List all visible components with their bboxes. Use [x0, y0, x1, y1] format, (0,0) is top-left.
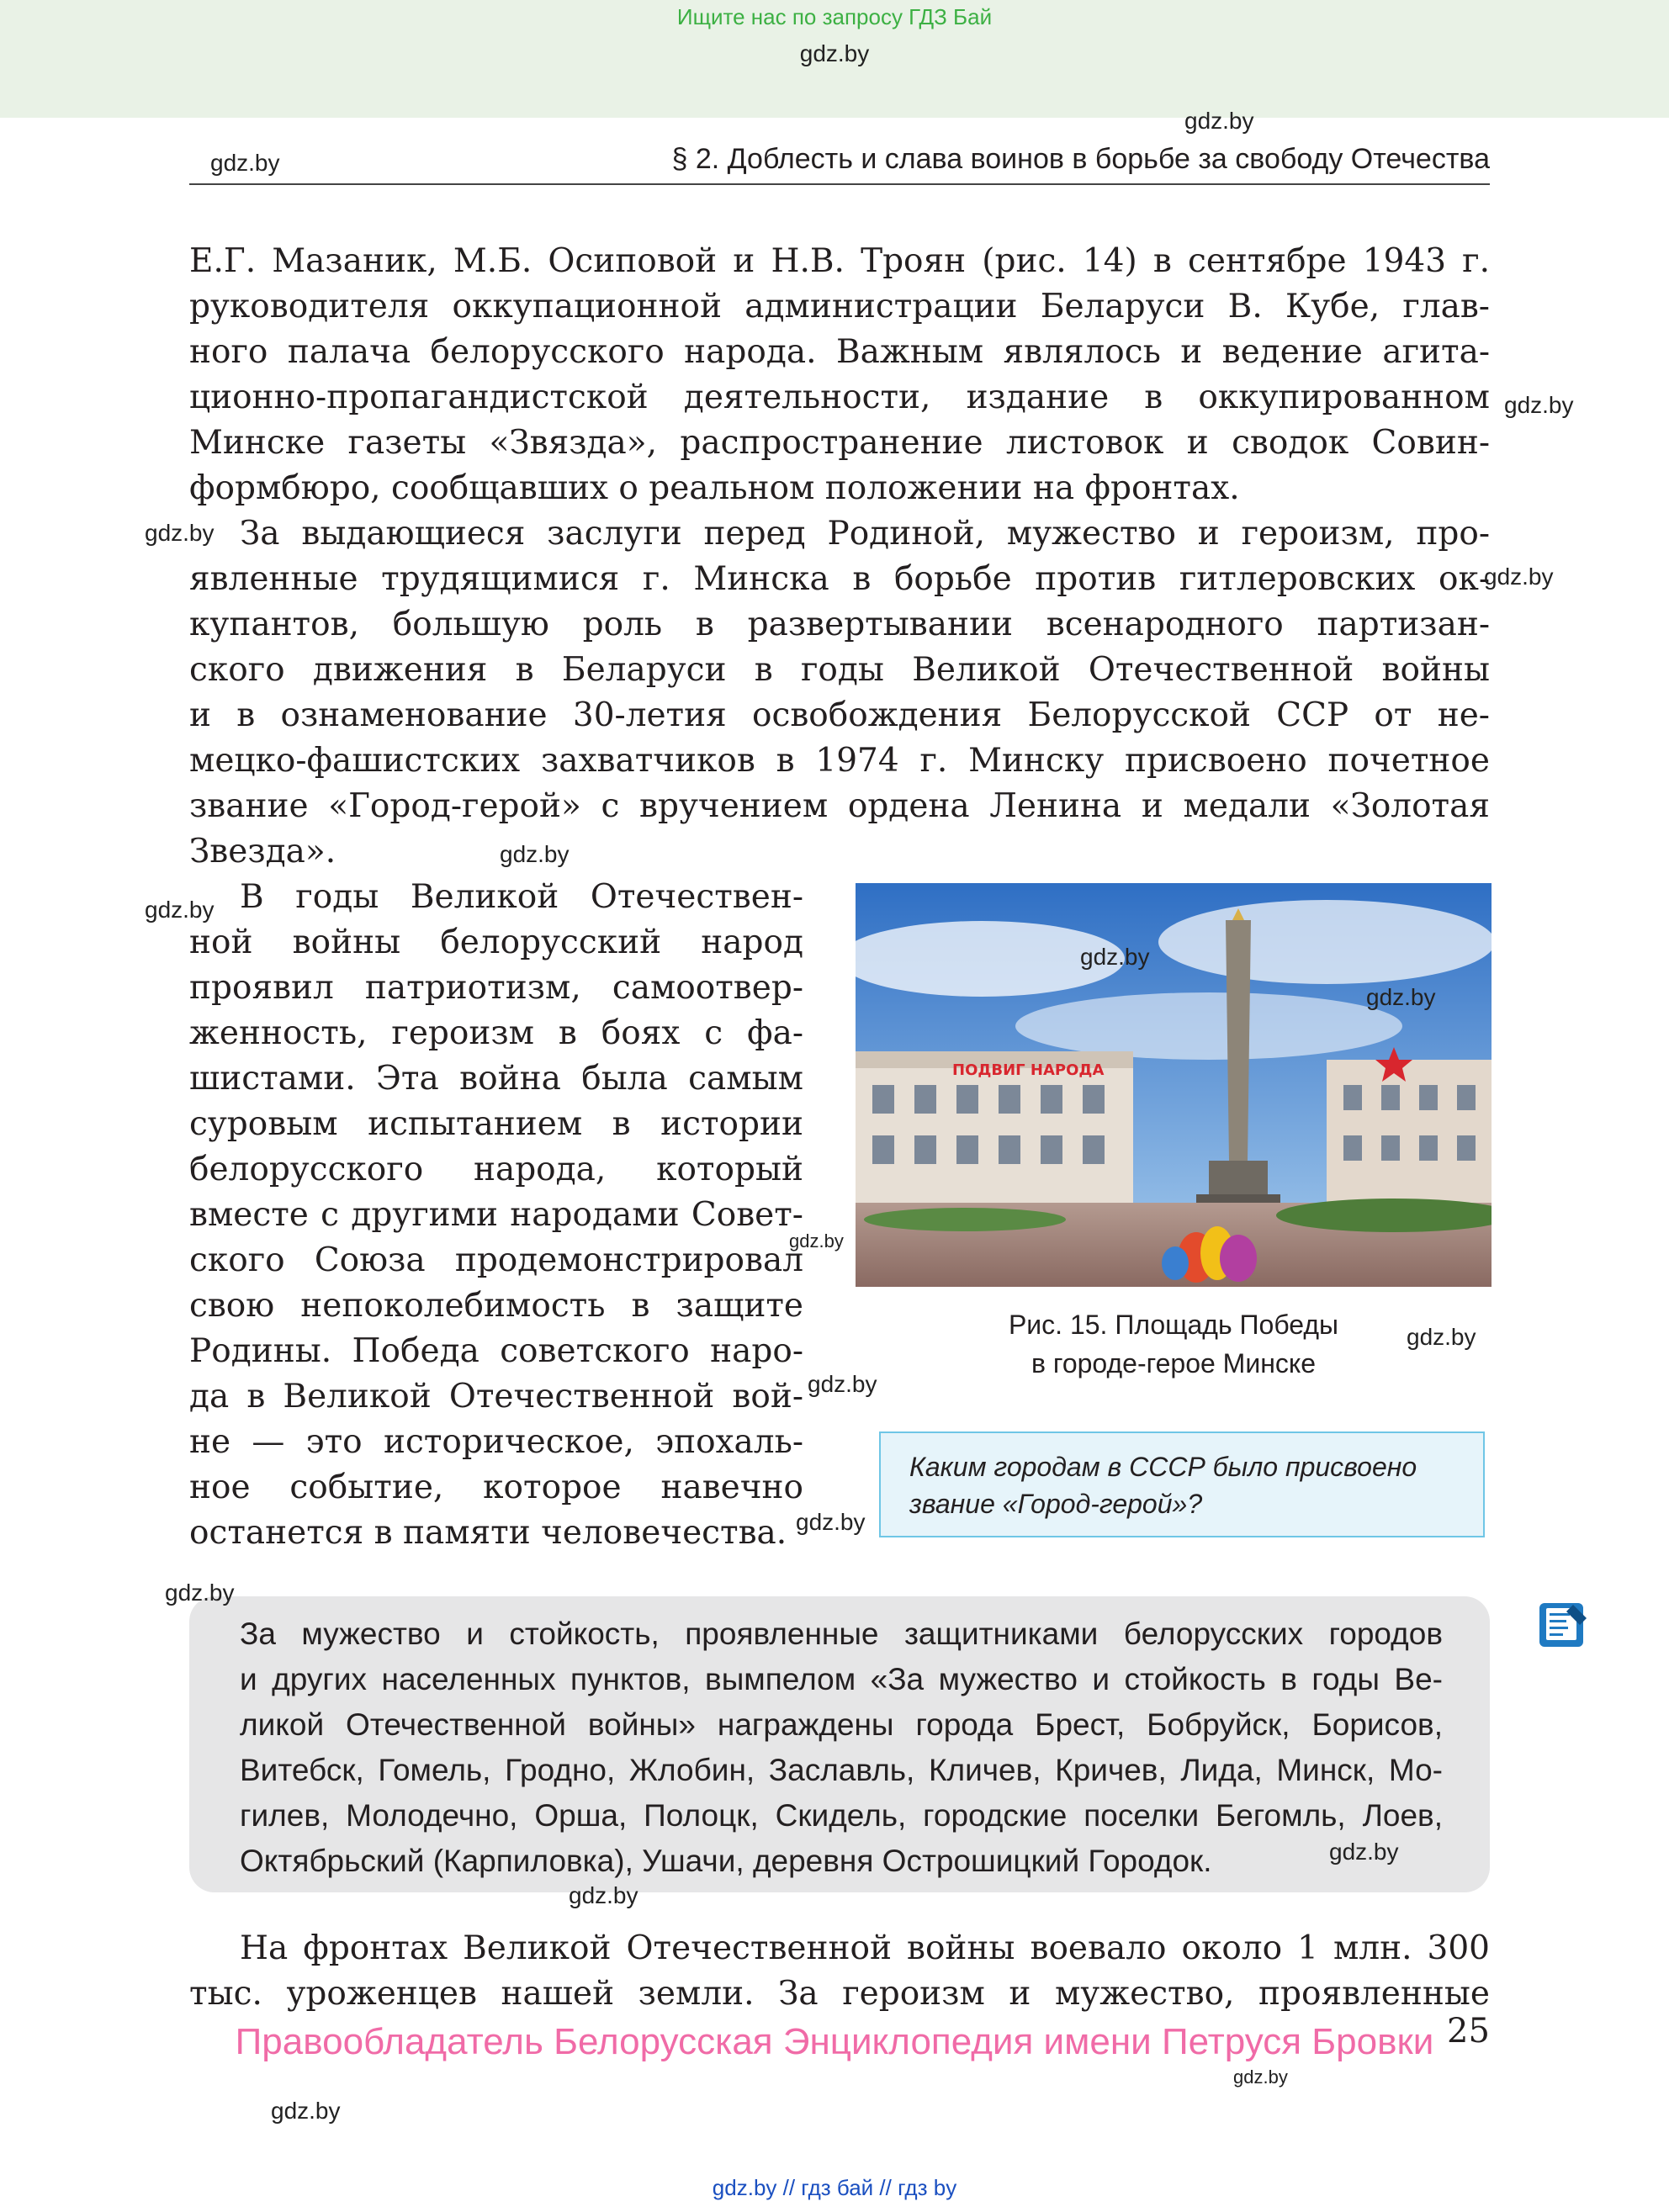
sign-lettering: ПОДВИГ НАРОДА [952, 1061, 1105, 1079]
text-line: За мужество и стойкость, проявленные защитниками белорусских городов [240, 1617, 1443, 1651]
text-line: проявил патриотизм, самоотвер- [189, 969, 803, 1007]
watermark: gdz.by [796, 1509, 866, 1535]
caption-line: в городе-герое Минске [1031, 1348, 1317, 1379]
footer-links[interactable]: gdz.by // гдз бай // гдз by [712, 2175, 957, 2200]
text-line: явленные трудящимися г. Минска в борьбе против гитлеровских ок- [189, 560, 1490, 598]
text-line: Минске газеты «Звязда», распространение листовок и сводок Совин- [189, 424, 1490, 462]
question-line: Каким городам в СССР было присвоено [909, 1452, 1417, 1482]
watermark: gdz.by [789, 1230, 844, 1252]
victory-square-photo [856, 883, 1492, 1287]
notebook-icon [1538, 1598, 1588, 1648]
text-line: и других населенных пунктов, вымпелом «За мужество и стойкость в годы Ве- [240, 1662, 1443, 1696]
paragraph-3 [189, 875, 803, 1556]
text-line: Октябрьский (Карпиловка), Ушачи, деревня Острошицкий Городок. [240, 1844, 1212, 1878]
banner-site-link[interactable]: gdz.by [799, 40, 870, 66]
watermark: gdz.by [1366, 984, 1436, 1010]
text-line: На фронтах Великой Отечественной войны воевало около 1 млн. 300 [240, 1929, 1490, 1967]
text-line: руководителя оккупационной администрации Беларуси В. Кубе, глав- [189, 288, 1490, 325]
text-line: да в Великой Отечественной вой- [189, 1378, 803, 1416]
text-line: и в ознаменование 30-летия освобождения Белорусской ССР от не- [189, 696, 1490, 734]
text-line: звание «Город-герой» с вручением ордена Ленина и медали «Золотая [189, 787, 1490, 825]
watermark: gdz.by [271, 2098, 341, 2124]
text-line: В годы Великой Отечествен- [240, 878, 803, 916]
watermark: gdz.by [165, 1580, 235, 1606]
figure-caption [856, 1305, 1492, 1383]
text-line: Звезда». [189, 833, 336, 871]
watermark: gdz.by [1329, 1839, 1399, 1865]
text-line: свою непоколебимость в защите [189, 1287, 803, 1325]
text-line: вместе с другими народами Совет- [189, 1196, 803, 1234]
text-line: купантов, большую роль в развертывании всенародного партизан- [189, 606, 1490, 643]
watermark: gdz.by [145, 520, 215, 546]
text-line: Е.Г. Мазаник, М.Б. Осиповой и Н.В. Троян (рис. 14) в сентябре 1943 г. [189, 242, 1490, 280]
paragraph-4 [189, 1926, 1490, 2017]
watermark: gdz.by [145, 897, 215, 923]
page-number: 25 [1447, 2012, 1490, 2051]
watermark: gdz.by [1233, 2066, 1288, 2088]
watermark: gdz.by [210, 150, 280, 176]
text-line: ского Союза продемонстрировал [189, 1241, 803, 1279]
watermark: gdz.by [1184, 108, 1254, 134]
search-hint: Ищите нас по запросу ГДЗ Бай [676, 4, 993, 29]
text-line: белорусского народа, который [189, 1151, 803, 1188]
watermark: gdz.by [1504, 392, 1574, 418]
watermark: gdz.by [1080, 944, 1150, 970]
text-line: женность, героизм в боях с фа- [189, 1014, 803, 1052]
watermark: gdz.by [808, 1371, 877, 1397]
caption-line: Рис. 15. Площадь Победы [1008, 1310, 1339, 1340]
text-line: суровым испытанием в истории [189, 1105, 803, 1143]
text-line: мецко-фашистских захватчиков в 1974 г. Минску присвоено почетное [189, 742, 1490, 780]
text-line: гилев, Молодечно, Орша, Полоцк, Скидель, городские поселки Бегомль, Лоев, [240, 1798, 1443, 1833]
section-title: § 2. Доблесть и слава воинов в борьбе за свободу Отечества [671, 143, 1490, 175]
text-line: ного палача белорусского народа. Важным являлось и ведение агита- [189, 333, 1490, 371]
paragraph-2 [189, 511, 1490, 875]
watermark: gdz.by [1484, 564, 1554, 590]
question-box [879, 1431, 1485, 1537]
text-line: Родины. Победа советского наро- [189, 1332, 803, 1370]
page-header [189, 140, 1490, 185]
paragraph-1 [189, 239, 1490, 511]
text-line: ского движения в Беларуси в годы Великой Отечественной войны [189, 651, 1490, 689]
watermark: gdz.by [569, 1882, 638, 1908]
text-line: Витебск, Гомель, Гродно, Жлобин, Заславль, Кличев, Кричев, Лида, Минск, Мо- [240, 1753, 1443, 1787]
watermark: gdz.by [500, 841, 570, 867]
text-line: ционно-пропагандистской деятельности, издание в оккупированном [189, 378, 1490, 416]
text-line: тыс. уроженцев нашей земли. За героизм и мужество, проявленные [189, 1975, 1490, 2013]
watermark: gdz.by [1407, 1324, 1476, 1350]
info-box [189, 1596, 1490, 1892]
copyright-notice: Правообладатель Белорусская Энциклопедия имени Петруся Бровки [235, 2021, 1434, 2062]
text-line: шистами. Эта война была самым [189, 1060, 803, 1098]
text-line: ной войны белорусский народ [189, 923, 803, 961]
text-line: ликой Отечественной войны» награждены города Брест, Бобруйск, Борисов, [240, 1707, 1443, 1742]
question-line: звание «Город-герой»? [909, 1489, 1203, 1519]
text-line: не — это историческое, эпохаль- [189, 1423, 803, 1461]
photo-illustration [856, 883, 1492, 1287]
text-line: формбюро, сообщавших о реальном положении на фронтах. [189, 469, 1240, 507]
text-line: останется в памяти человечества. [189, 1514, 787, 1552]
text-line: ное событие, которое навечно [189, 1468, 803, 1506]
text-line: За выдающиеся заслуги перед Родиной, мужество и героизм, про- [240, 515, 1490, 553]
info-box-text [240, 1611, 1443, 1884]
